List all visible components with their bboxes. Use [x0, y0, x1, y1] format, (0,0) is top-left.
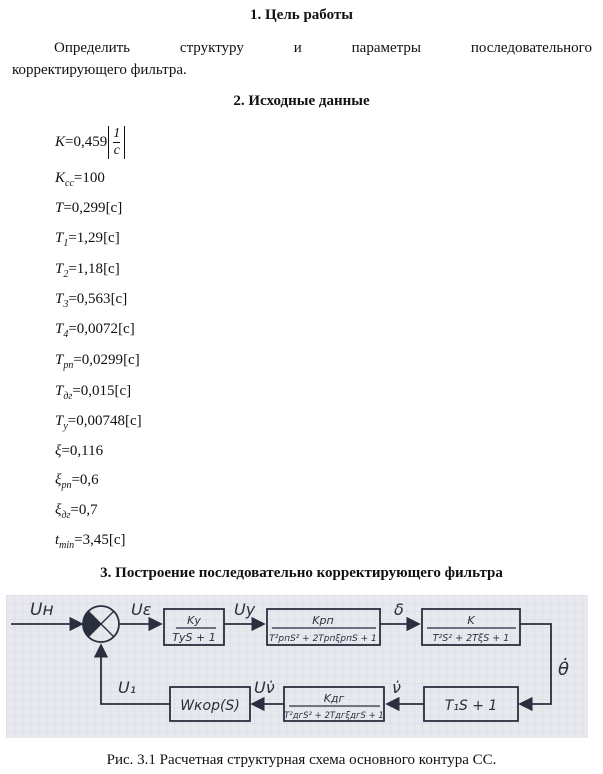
section-3-heading: 3. Построение последовательно корректирующего фильтра — [100, 565, 503, 581]
param-t4: $T_4=0,0072[c]$ — [55, 321, 135, 340]
param-t1: $T_1=1,29[c]$ — [55, 230, 120, 249]
label-nu: ν̇ — [392, 678, 401, 697]
word: параметры — [351, 40, 421, 56]
feedback-lead-label: T₁S + 1 — [444, 698, 498, 714]
word: Определить — [54, 40, 131, 56]
object-num: K — [467, 614, 475, 627]
param-ty: $T_у=0,00748[c]$ — [55, 413, 142, 432]
amplifier-num: Kу — [187, 614, 201, 627]
goal-line-2: корректирующего фильтра. — [12, 62, 187, 78]
section-1-heading: 1. Цель работы — [250, 7, 353, 23]
label-u-nu: Uν̇ — [254, 678, 275, 697]
param-k: K=0,459 $\frac{1}{c}$ — [55, 126, 126, 159]
block-diagram-photo — [6, 595, 588, 738]
label-uy: Uу — [234, 600, 256, 619]
param-xi-dg: $\xi_{дг}=0,7$ — [55, 502, 98, 521]
word: и — [293, 40, 302, 56]
param-tmin: $t_{min}=3,45[c]$ — [55, 532, 126, 551]
param-xi-rp: $\xi_{рп}=0,6$ — [55, 472, 99, 491]
amplifier-den: TуS + 1 — [172, 631, 216, 644]
corrector-label: Wкор(S) — [180, 698, 240, 714]
param-t2: $T_2=1,18[c]$ — [55, 261, 120, 280]
param-xi: ξ=0,116 — [55, 443, 104, 459]
label-theta: θ̇ — [558, 659, 570, 680]
param-trp: $T_{рп}=0,0299[c]$ — [55, 352, 140, 371]
unit-fraction: $\frac{1}{c}$ — [108, 126, 125, 159]
goal-line-1 — [12, 37, 592, 59]
label-input: Uн — [30, 600, 54, 620]
goal-paragraph — [12, 37, 592, 81]
param-t: T=0,299[c] — [55, 200, 123, 216]
object-den: T²S² + 2TξS + 1 — [432, 633, 510, 644]
label-delta: δ — [394, 600, 404, 619]
param-kcc: $K_{сс}=100$ — [55, 170, 105, 189]
figure-caption: Рис. 3.1 Расчетная структурная схема основного контура СС. — [106, 752, 497, 768]
label-error: Uε — [131, 600, 152, 619]
param-tdg: $T_{дг}=0,015[c]$ — [55, 383, 132, 402]
param-t3: $T_3=0,563[c]$ — [55, 291, 128, 310]
drive-den: T²рпS² + 2TрпξрпS + 1 — [269, 634, 377, 644]
word: последовательного — [470, 40, 592, 56]
sensor-den: T²дгS² + 2TдгξдгS + 1 — [284, 711, 384, 721]
section-2-heading: 2. Исходные данные — [233, 93, 370, 109]
drive-num: Kрп — [312, 614, 334, 627]
label-u1: U₁ — [118, 678, 137, 697]
sensor-num: Kдг — [323, 692, 345, 705]
word: структуру — [179, 40, 244, 56]
